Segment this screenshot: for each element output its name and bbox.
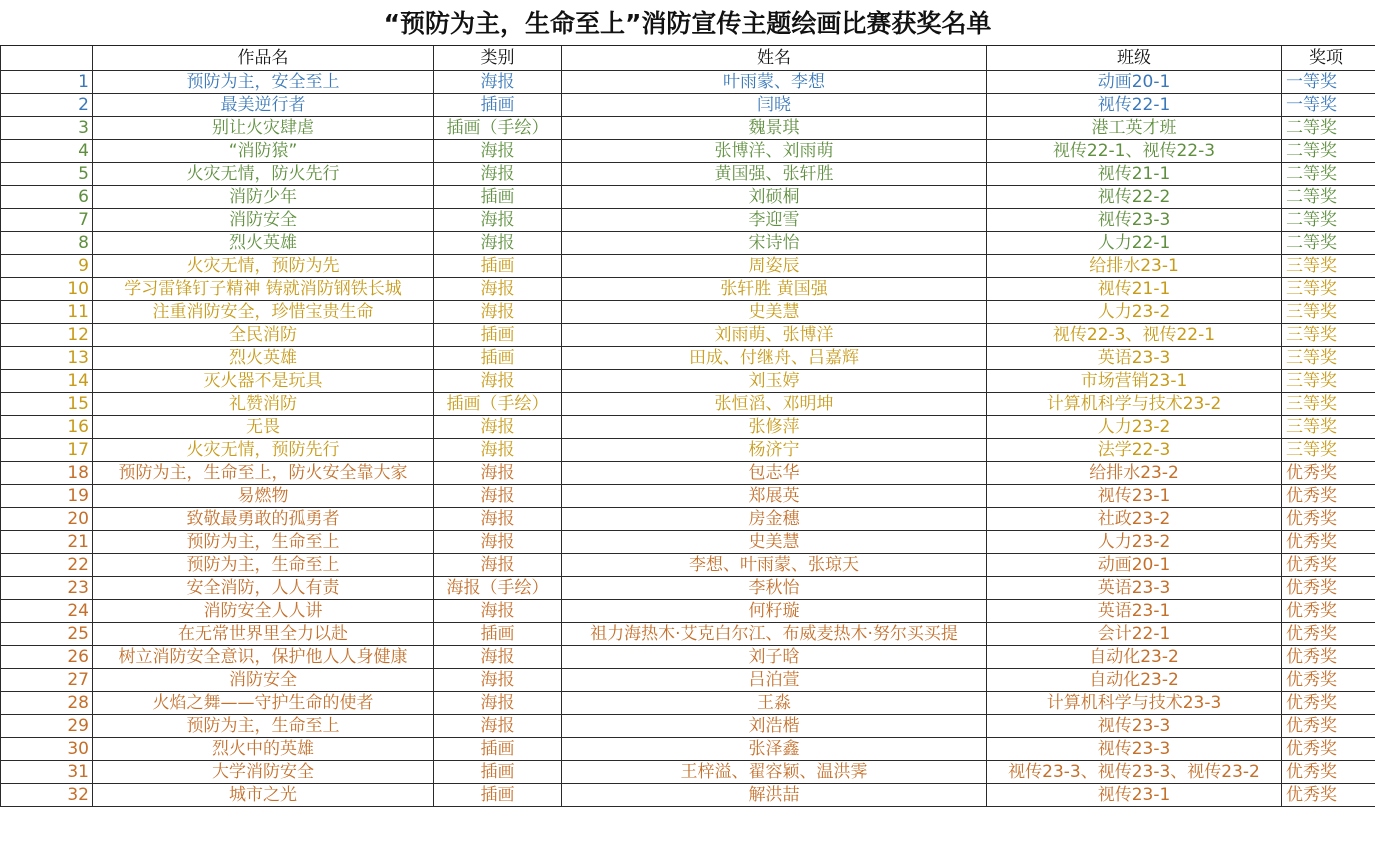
cell-name[interactable]: 解洪喆 — [562, 783, 987, 806]
cell-index[interactable]: 32 — [1, 783, 93, 806]
table-row — [1, 714, 1375, 737]
cell-work[interactable]: 无畏 — [93, 415, 434, 438]
cell-name[interactable]: 祖力海热木·艾克白尔江、布威麦热木·努尔买买提 — [562, 622, 987, 645]
cell-category[interactable]: 海报 — [434, 530, 562, 553]
cell-category[interactable]: 插画 — [434, 783, 562, 806]
cell-category[interactable]: 海报 — [434, 415, 562, 438]
cell-index[interactable]: 1 — [1, 70, 93, 93]
table-row — [1, 484, 1375, 507]
cell-name[interactable]: 刘浩楷 — [562, 714, 987, 737]
cell-index[interactable]: 14 — [1, 369, 93, 392]
cell-award[interactable]: 优秀奖 — [1282, 507, 1375, 530]
cell-award[interactable]: 优秀奖 — [1282, 783, 1375, 806]
cell-work[interactable]: 易燃物 — [93, 484, 434, 507]
table-row — [1, 737, 1375, 760]
header-name[interactable]: 姓名 — [562, 46, 987, 70]
cell-award[interactable]: 优秀奖 — [1282, 553, 1375, 576]
table-row — [1, 277, 1375, 300]
table-row — [1, 208, 1375, 231]
cell-work[interactable]: 烈火中的英雄 — [93, 737, 434, 760]
cell-class[interactable]: 视传22-2 — [987, 185, 1282, 208]
table-row — [1, 783, 1375, 806]
cell-category[interactable]: 插画 — [434, 346, 562, 369]
cell-index[interactable]: 23 — [1, 576, 93, 599]
cell-name[interactable]: 刘玉婷 — [562, 369, 987, 392]
cell-class[interactable]: 港工英才班 — [987, 116, 1282, 139]
cell-category[interactable]: 海报 — [434, 484, 562, 507]
cell-work[interactable]: 别让火灾肆虐 — [93, 116, 434, 139]
cell-work[interactable]: 消防安全人人讲 — [93, 599, 434, 622]
table-row — [1, 645, 1375, 668]
cell-work[interactable]: 预防为主，生命至上 — [93, 714, 434, 737]
cell-category[interactable]: 海报 — [434, 139, 562, 162]
cell-award[interactable]: 优秀奖 — [1282, 760, 1375, 783]
cell-category[interactable]: 海报 — [434, 645, 562, 668]
cell-name[interactable]: 李迎雪 — [562, 208, 987, 231]
cell-class[interactable]: 给排水23-1 — [987, 254, 1282, 277]
cell-work[interactable]: 注重消防安全，珍惜宝贵生命 — [93, 300, 434, 323]
cell-category[interactable]: 海报（手绘） — [434, 576, 562, 599]
cell-name[interactable]: 吕泊萱 — [562, 668, 987, 691]
cell-category[interactable]: 海报 — [434, 553, 562, 576]
cell-index[interactable]: 21 — [1, 530, 93, 553]
cell-name[interactable]: 闫晓 — [562, 93, 987, 116]
cell-award[interactable]: 三等奖 — [1282, 392, 1375, 415]
cell-class[interactable]: 视传21-1 — [987, 277, 1282, 300]
cell-name[interactable]: 叶雨蒙、李想 — [562, 70, 987, 93]
cell-name[interactable]: 史美慧 — [562, 530, 987, 553]
table-row — [1, 530, 1375, 553]
table-row — [1, 668, 1375, 691]
cell-work[interactable]: 树立消防安全意识，保护他人人身健康 — [93, 645, 434, 668]
cell-index[interactable]: 19 — [1, 484, 93, 507]
cell-award[interactable]: 三等奖 — [1282, 300, 1375, 323]
header-work[interactable]: 作品名 — [93, 46, 434, 70]
cell-class[interactable]: 英语23-3 — [987, 576, 1282, 599]
cell-award[interactable]: 一等奖 — [1282, 93, 1375, 116]
cell-award[interactable]: 三等奖 — [1282, 277, 1375, 300]
cell-class[interactable]: 视传22-1、视传22-3 — [987, 139, 1282, 162]
cell-category[interactable]: 插画 — [434, 254, 562, 277]
cell-index[interactable]: 12 — [1, 323, 93, 346]
cell-name[interactable]: 李秋怡 — [562, 576, 987, 599]
cell-award[interactable]: 三等奖 — [1282, 369, 1375, 392]
table-row — [1, 622, 1375, 645]
cell-class[interactable]: 视传23-3 — [987, 714, 1282, 737]
cell-work[interactable]: 最美逆行者 — [93, 93, 434, 116]
cell-index[interactable]: 25 — [1, 622, 93, 645]
cell-class[interactable]: 视传23-3、视传23-3、视传23-2 — [987, 760, 1282, 783]
cell-category[interactable]: 海报 — [434, 461, 562, 484]
header-class[interactable]: 班级 — [987, 46, 1282, 70]
cell-award[interactable]: 二等奖 — [1282, 208, 1375, 231]
cell-name[interactable]: 周姿辰 — [562, 254, 987, 277]
cell-name[interactable]: 房金穗 — [562, 507, 987, 530]
cell-class[interactable]: 法学22-3 — [987, 438, 1282, 461]
cell-name[interactable]: 刘硕桐 — [562, 185, 987, 208]
table-row — [1, 438, 1375, 461]
cell-class[interactable]: 自动化23-2 — [987, 668, 1282, 691]
cell-index[interactable]: 20 — [1, 507, 93, 530]
cell-class[interactable]: 人力23-2 — [987, 530, 1282, 553]
cell-index[interactable]: 7 — [1, 208, 93, 231]
cell-award[interactable]: 优秀奖 — [1282, 461, 1375, 484]
cell-class[interactable]: 视传23-1 — [987, 484, 1282, 507]
cell-award[interactable]: 优秀奖 — [1282, 668, 1375, 691]
cell-category[interactable]: 海报 — [434, 507, 562, 530]
table-row — [1, 599, 1375, 622]
cell-class[interactable]: 动画20-1 — [987, 70, 1282, 93]
cell-work[interactable]: 预防为主，生命至上 — [93, 530, 434, 553]
header-index[interactable] — [1, 46, 93, 70]
cell-category[interactable]: 插画 — [434, 93, 562, 116]
cell-work[interactable]: 在无常世界里全力以赴 — [93, 622, 434, 645]
cell-class[interactable]: 视传23-3 — [987, 208, 1282, 231]
cell-award[interactable]: 二等奖 — [1282, 162, 1375, 185]
table-row — [1, 415, 1375, 438]
cell-class[interactable]: 视传23-3 — [987, 737, 1282, 760]
table-row — [1, 392, 1375, 415]
cell-category[interactable]: 插画 — [434, 323, 562, 346]
awards-table — [0, 46, 1375, 807]
cell-award[interactable]: 三等奖 — [1282, 415, 1375, 438]
cell-category[interactable]: 插画 — [434, 737, 562, 760]
cell-work[interactable]: “消防猿” — [93, 139, 434, 162]
cell-award[interactable]: 优秀奖 — [1282, 484, 1375, 507]
cell-category[interactable]: 插画（手绘） — [434, 392, 562, 415]
table-row — [1, 93, 1375, 116]
header-row — [1, 46, 1375, 70]
cell-name[interactable]: 田成、付继舟、吕嘉辉 — [562, 346, 987, 369]
cell-award[interactable]: 二等奖 — [1282, 231, 1375, 254]
cell-name[interactable]: 宋诗怡 — [562, 231, 987, 254]
cell-index[interactable]: 9 — [1, 254, 93, 277]
table-row — [1, 576, 1375, 599]
cell-category[interactable]: 海报 — [434, 277, 562, 300]
cell-class[interactable]: 视传22-1 — [987, 93, 1282, 116]
cell-work[interactable]: 城市之光 — [93, 783, 434, 806]
cell-work[interactable]: 消防安全 — [93, 208, 434, 231]
cell-work[interactable]: 灭火器不是玩具 — [93, 369, 434, 392]
cell-category[interactable]: 海报 — [434, 231, 562, 254]
cell-work[interactable]: 预防为主，生命至上 — [93, 553, 434, 576]
cell-class[interactable]: 计算机科学与技术23-3 — [987, 691, 1282, 714]
cell-index[interactable]: 6 — [1, 185, 93, 208]
cell-work[interactable]: 安全消防，人人有责 — [93, 576, 434, 599]
cell-award[interactable]: 优秀奖 — [1282, 691, 1375, 714]
cell-award[interactable]: 优秀奖 — [1282, 737, 1375, 760]
cell-work[interactable]: 消防少年 — [93, 185, 434, 208]
cell-name[interactable]: 史美慧 — [562, 300, 987, 323]
cell-work[interactable]: 学习雷锋钉子精神 铸就消防钢铁长城 — [93, 277, 434, 300]
cell-work[interactable]: 全民消防 — [93, 323, 434, 346]
cell-name[interactable]: 张泽鑫 — [562, 737, 987, 760]
header-award[interactable]: 奖项 — [1282, 46, 1375, 70]
cell-name[interactable]: 张修萍 — [562, 415, 987, 438]
table-row — [1, 760, 1375, 783]
cell-work[interactable]: 火灾无情，防火先行 — [93, 162, 434, 185]
cell-work[interactable]: 烈火英雄 — [93, 231, 434, 254]
cell-index[interactable]: 22 — [1, 553, 93, 576]
cell-index[interactable]: 31 — [1, 760, 93, 783]
cell-class[interactable]: 社政23-2 — [987, 507, 1282, 530]
cell-work[interactable]: 大学消防安全 — [93, 760, 434, 783]
cell-index[interactable]: 18 — [1, 461, 93, 484]
cell-index[interactable]: 28 — [1, 691, 93, 714]
cell-work[interactable]: 火焰之舞——守护生命的使者 — [93, 691, 434, 714]
cell-class[interactable]: 视传21-1 — [987, 162, 1282, 185]
cell-name[interactable]: 张恒滔、邓明坤 — [562, 392, 987, 415]
cell-award[interactable]: 三等奖 — [1282, 346, 1375, 369]
cell-class[interactable]: 计算机科学与技术23-2 — [987, 392, 1282, 415]
cell-class[interactable]: 市场营销23-1 — [987, 369, 1282, 392]
cell-work[interactable]: 火灾无情，预防先行 — [93, 438, 434, 461]
cell-class[interactable]: 人力23-2 — [987, 415, 1282, 438]
cell-category[interactable]: 插画 — [434, 622, 562, 645]
cell-index[interactable]: 17 — [1, 438, 93, 461]
cell-class[interactable]: 会计22-1 — [987, 622, 1282, 645]
table-row — [1, 346, 1375, 369]
cell-category[interactable]: 海报 — [434, 300, 562, 323]
cell-index[interactable]: 4 — [1, 139, 93, 162]
table-row — [1, 254, 1375, 277]
cell-name[interactable]: 魏景琪 — [562, 116, 987, 139]
cell-index[interactable]: 10 — [1, 277, 93, 300]
cell-name[interactable]: 包志华 — [562, 461, 987, 484]
cell-category[interactable]: 海报 — [434, 369, 562, 392]
cell-work[interactable]: 预防为主，安全至上 — [93, 70, 434, 93]
cell-name[interactable]: 李想、叶雨蒙、张琼天 — [562, 553, 987, 576]
cell-index[interactable]: 13 — [1, 346, 93, 369]
cell-index[interactable]: 26 — [1, 645, 93, 668]
cell-work[interactable]: 预防为主，生命至上，防火安全靠大家 — [93, 461, 434, 484]
cell-award[interactable]: 二等奖 — [1282, 139, 1375, 162]
cell-category[interactable]: 海报 — [434, 438, 562, 461]
cell-award[interactable]: 二等奖 — [1282, 116, 1375, 139]
cell-award[interactable]: 三等奖 — [1282, 254, 1375, 277]
cell-category[interactable]: 海报 — [434, 668, 562, 691]
table-row — [1, 323, 1375, 346]
cell-class[interactable]: 人力22-1 — [987, 231, 1282, 254]
table-row — [1, 461, 1375, 484]
cell-category[interactable]: 海报 — [434, 208, 562, 231]
cell-category[interactable]: 海报 — [434, 162, 562, 185]
cell-index[interactable]: 8 — [1, 231, 93, 254]
cell-index[interactable]: 5 — [1, 162, 93, 185]
cell-name[interactable]: 杨济宁 — [562, 438, 987, 461]
cell-work[interactable]: 礼赞消防 — [93, 392, 434, 415]
cell-name[interactable]: 王梓溢、翟容颖、温洪霁 — [562, 760, 987, 783]
cell-index[interactable]: 16 — [1, 415, 93, 438]
cell-category[interactable]: 海报 — [434, 691, 562, 714]
table-row — [1, 185, 1375, 208]
cell-award[interactable]: 三等奖 — [1282, 438, 1375, 461]
cell-work[interactable]: 消防安全 — [93, 668, 434, 691]
cell-category[interactable]: 海报 — [434, 599, 562, 622]
cell-name[interactable]: 张博洋、刘雨萌 — [562, 139, 987, 162]
cell-class[interactable]: 视传23-1 — [987, 783, 1282, 806]
cell-index[interactable]: 30 — [1, 737, 93, 760]
table-row — [1, 300, 1375, 323]
cell-index[interactable]: 15 — [1, 392, 93, 415]
cell-work[interactable]: 烈火英雄 — [93, 346, 434, 369]
cell-name[interactable]: 刘雨萌、张博洋 — [562, 323, 987, 346]
cell-name[interactable]: 刘子晗 — [562, 645, 987, 668]
cell-index[interactable]: 27 — [1, 668, 93, 691]
cell-name[interactable]: 郑展英 — [562, 484, 987, 507]
cell-class[interactable]: 视传22-3、视传22-1 — [987, 323, 1282, 346]
cell-award[interactable]: 优秀奖 — [1282, 714, 1375, 737]
table-row — [1, 139, 1375, 162]
cell-award[interactable]: 三等奖 — [1282, 323, 1375, 346]
header-category[interactable]: 类别 — [434, 46, 562, 70]
table-body — [1, 70, 1375, 806]
cell-name[interactable]: 张轩胜 黄国强 — [562, 277, 987, 300]
cell-index[interactable]: 29 — [1, 714, 93, 737]
cell-class[interactable]: 英语23-1 — [987, 599, 1282, 622]
cell-category[interactable]: 海报 — [434, 714, 562, 737]
table-row — [1, 70, 1375, 93]
table-row — [1, 116, 1375, 139]
cell-class[interactable]: 给排水23-2 — [987, 461, 1282, 484]
cell-award[interactable]: 优秀奖 — [1282, 622, 1375, 645]
cell-category[interactable]: 海报 — [434, 70, 562, 93]
cell-name[interactable]: 王淼 — [562, 691, 987, 714]
cell-award[interactable]: 优秀奖 — [1282, 530, 1375, 553]
table-row — [1, 231, 1375, 254]
cell-work[interactable]: 致敬最勇敢的孤勇者 — [93, 507, 434, 530]
cell-award[interactable]: 优秀奖 — [1282, 576, 1375, 599]
cell-class[interactable]: 动画20-1 — [987, 553, 1282, 576]
table-row — [1, 553, 1375, 576]
cell-name[interactable]: 何籽璇 — [562, 599, 987, 622]
cell-award[interactable]: 二等奖 — [1282, 185, 1375, 208]
cell-award[interactable]: 优秀奖 — [1282, 599, 1375, 622]
cell-class[interactable]: 自动化23-2 — [987, 645, 1282, 668]
cell-index[interactable]: 11 — [1, 300, 93, 323]
table-row — [1, 162, 1375, 185]
cell-class[interactable]: 人力23-2 — [987, 300, 1282, 323]
cell-index[interactable]: 2 — [1, 93, 93, 116]
cell-award[interactable]: 优秀奖 — [1282, 645, 1375, 668]
sheet-title: “预防为主，生命至上”消防宣传主题绘画比赛获奖名单 — [0, 0, 1375, 46]
cell-category[interactable]: 插画 — [434, 760, 562, 783]
table-row — [1, 369, 1375, 392]
cell-category[interactable]: 插画 — [434, 185, 562, 208]
cell-category[interactable]: 插画（手绘） — [434, 116, 562, 139]
cell-index[interactable]: 3 — [1, 116, 93, 139]
cell-work[interactable]: 火灾无情，预防为先 — [93, 254, 434, 277]
cell-name[interactable]: 黄国强、张轩胜 — [562, 162, 987, 185]
cell-index[interactable]: 24 — [1, 599, 93, 622]
cell-award[interactable]: 一等奖 — [1282, 70, 1375, 93]
cell-class[interactable]: 英语23-3 — [987, 346, 1282, 369]
table-row — [1, 507, 1375, 530]
table-row — [1, 691, 1375, 714]
